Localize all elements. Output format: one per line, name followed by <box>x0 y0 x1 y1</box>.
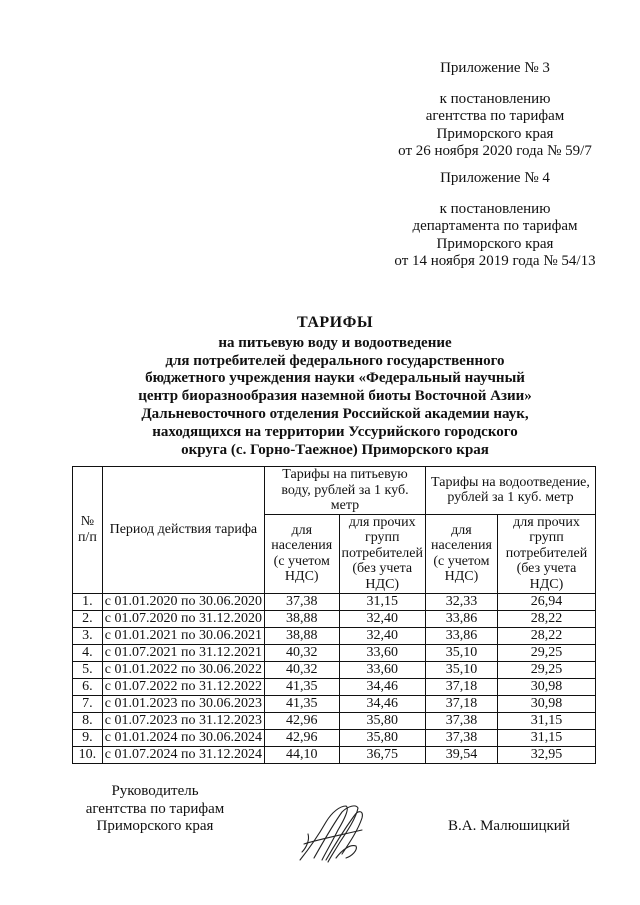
tariff-period: с 01.07.2022 по 31.12.2022 <box>102 678 264 695</box>
sewer-tariff-other: 29,25 <box>497 661 595 678</box>
row-number: 5. <box>73 661 103 678</box>
water-tariff-other: 33,60 <box>339 644 425 661</box>
appendix-3-title: Приложение № 3 <box>440 60 550 76</box>
sewer-tariff-population: 35,10 <box>425 661 497 678</box>
sewer-tariff-other: 30,98 <box>497 678 595 695</box>
tariff-period: с 01.01.2022 по 30.06.2022 <box>102 661 264 678</box>
column-header-water-other: для прочих групп потребителей (без учета НДС) <box>339 514 425 593</box>
sewer-tariff-population: 37,38 <box>425 729 497 746</box>
appendix-3-line: к постановлению <box>439 90 551 107</box>
column-header-number: № п/п <box>73 467 103 594</box>
row-number: 9. <box>73 729 103 746</box>
title-line: бюджетного учреждения науки «Федеральный научный <box>145 370 525 387</box>
sewer-tariff-other: 31,15 <box>497 729 595 746</box>
signatory-position-line: Приморского края <box>96 818 214 834</box>
tariff-period: с 01.07.2023 по 31.12.2023 <box>102 712 264 729</box>
tariffs-table-body <box>73 593 596 763</box>
row-number: 6. <box>73 678 103 695</box>
row-number: 1. <box>73 593 103 610</box>
water-tariff-other: 35,80 <box>339 712 425 729</box>
appendix-4-title: Приложение № 4 <box>440 170 550 186</box>
row-number: 3. <box>73 627 103 644</box>
tariff-period: с 01.07.2021 по 31.12.2021 <box>102 644 264 661</box>
water-tariff-population: 41,35 <box>264 678 339 695</box>
sewer-tariff-other: 26,94 <box>497 593 595 610</box>
sewer-tariff-population: 37,38 <box>425 712 497 729</box>
sewer-tariff-other: 28,22 <box>497 610 595 627</box>
signatory-position-line: агентства по тарифам <box>85 800 225 817</box>
row-number: 7. <box>73 695 103 712</box>
tariff-period: с 01.07.2020 по 31.12.2020 <box>102 610 264 627</box>
water-tariff-other: 33,60 <box>339 661 425 678</box>
appendix-4-line: от 14 ноября 2019 года № 54/13 <box>394 253 596 269</box>
sewer-tariff-other: 31,15 <box>497 712 595 729</box>
sewer-tariff-population: 39,54 <box>425 746 497 763</box>
row-number: 10. <box>73 746 103 763</box>
group-header-sewer: Тарифы на водоотведение, рублей за 1 куб. метр <box>425 467 595 515</box>
appendix-4-line: к постановлению <box>439 200 551 217</box>
sewer-tariff-other: 30,98 <box>497 695 595 712</box>
water-tariff-other: 34,46 <box>339 678 425 695</box>
title-line: для потребителей федерального государственного <box>165 352 505 369</box>
table-row <box>73 678 596 695</box>
water-tariff-other: 35,80 <box>339 729 425 746</box>
appendix-3-line: агентства по тарифам <box>425 108 565 124</box>
handwritten-signature <box>296 800 368 866</box>
sewer-tariff-population: 33,86 <box>425 627 497 644</box>
water-tariff-population: 44,10 <box>264 746 339 763</box>
tariff-period: с 01.01.2021 по 30.06.2021 <box>102 627 264 644</box>
title-line: находящихся на территории Уссурийского городского <box>152 423 518 440</box>
tariff-period: с 01.01.2023 по 30.06.2023 <box>102 695 264 712</box>
document-title-block <box>60 314 610 459</box>
water-tariff-other: 32,40 <box>339 610 425 627</box>
appendix-4-header <box>370 170 620 271</box>
water-tariff-population: 37,38 <box>264 593 339 610</box>
group-header-water: Тарифы на питьевую воду, рублей за 1 куб. метр <box>264 467 425 515</box>
signatory-position <box>60 783 250 836</box>
signatory-name: В.А. Малюшицкий <box>448 818 570 834</box>
sewer-tariff-population: 35,10 <box>425 644 497 661</box>
signatory-position-line: Руководитель <box>111 783 199 799</box>
column-header-sewer-other: для прочих групп потребителей (без учета НДС) <box>497 514 595 593</box>
row-number: 8. <box>73 712 103 729</box>
column-header-period: Период действия тарифа <box>102 467 264 594</box>
document-title: ТАРИФЫ <box>296 314 374 331</box>
water-tariff-population: 40,32 <box>264 661 339 678</box>
tariff-period: с 01.07.2024 по 31.12.2024 <box>102 746 264 763</box>
table-row <box>73 729 596 746</box>
table-row <box>73 593 596 610</box>
sewer-tariff-other: 32,95 <box>497 746 595 763</box>
table-row <box>73 746 596 763</box>
table-row <box>73 695 596 712</box>
water-tariff-population: 42,96 <box>264 729 339 746</box>
appendix-4-line: Приморского края <box>436 235 554 252</box>
column-header-sewer-population: для населения (с учетом НДС) <box>425 514 497 593</box>
sewer-tariff-population: 37,18 <box>425 695 497 712</box>
column-header-water-population: для населения (с учетом НДС) <box>264 514 339 593</box>
sewer-tariff-other: 29,25 <box>497 644 595 661</box>
appendix-3-header <box>370 60 620 161</box>
water-tariff-other: 34,46 <box>339 695 425 712</box>
sewer-tariff-population: 32,33 <box>425 593 497 610</box>
row-number: 4. <box>73 644 103 661</box>
table-row <box>73 712 596 729</box>
water-tariff-population: 40,32 <box>264 644 339 661</box>
row-number: 2. <box>73 610 103 627</box>
title-line: Дальневосточного отделения Российской академии наук, <box>141 405 529 422</box>
tariff-period: с 01.01.2020 по 30.06.2020 <box>102 593 264 610</box>
sewer-tariff-population: 37,18 <box>425 678 497 695</box>
appendix-3-line: от 26 ноября 2020 года № 59/7 <box>398 143 592 159</box>
table-row <box>73 627 596 644</box>
water-tariff-population: 42,96 <box>264 712 339 729</box>
title-line: округа (с. Горно-Таежное) Приморского края <box>181 441 489 458</box>
table-row <box>73 644 596 661</box>
title-line: на питьевую воду и водоотведение <box>218 334 452 351</box>
water-tariff-other: 32,40 <box>339 627 425 644</box>
water-tariff-population: 41,35 <box>264 695 339 712</box>
tariff-period: с 01.01.2024 по 30.06.2024 <box>102 729 264 746</box>
water-tariff-other: 31,15 <box>339 593 425 610</box>
table-row <box>73 610 596 627</box>
water-tariff-other: 36,75 <box>339 746 425 763</box>
water-tariff-population: 38,88 <box>264 627 339 644</box>
tariffs-table <box>72 466 596 764</box>
sewer-tariff-other: 28,22 <box>497 627 595 644</box>
appendix-4-line: департамента по тарифам <box>412 218 578 234</box>
appendix-3-line: Приморского края <box>436 125 554 142</box>
water-tariff-population: 38,88 <box>264 610 339 627</box>
title-line: центр биоразнообразия наземной биоты Восточной Азии» <box>138 388 532 405</box>
table-row <box>73 661 596 678</box>
sewer-tariff-population: 33,86 <box>425 610 497 627</box>
